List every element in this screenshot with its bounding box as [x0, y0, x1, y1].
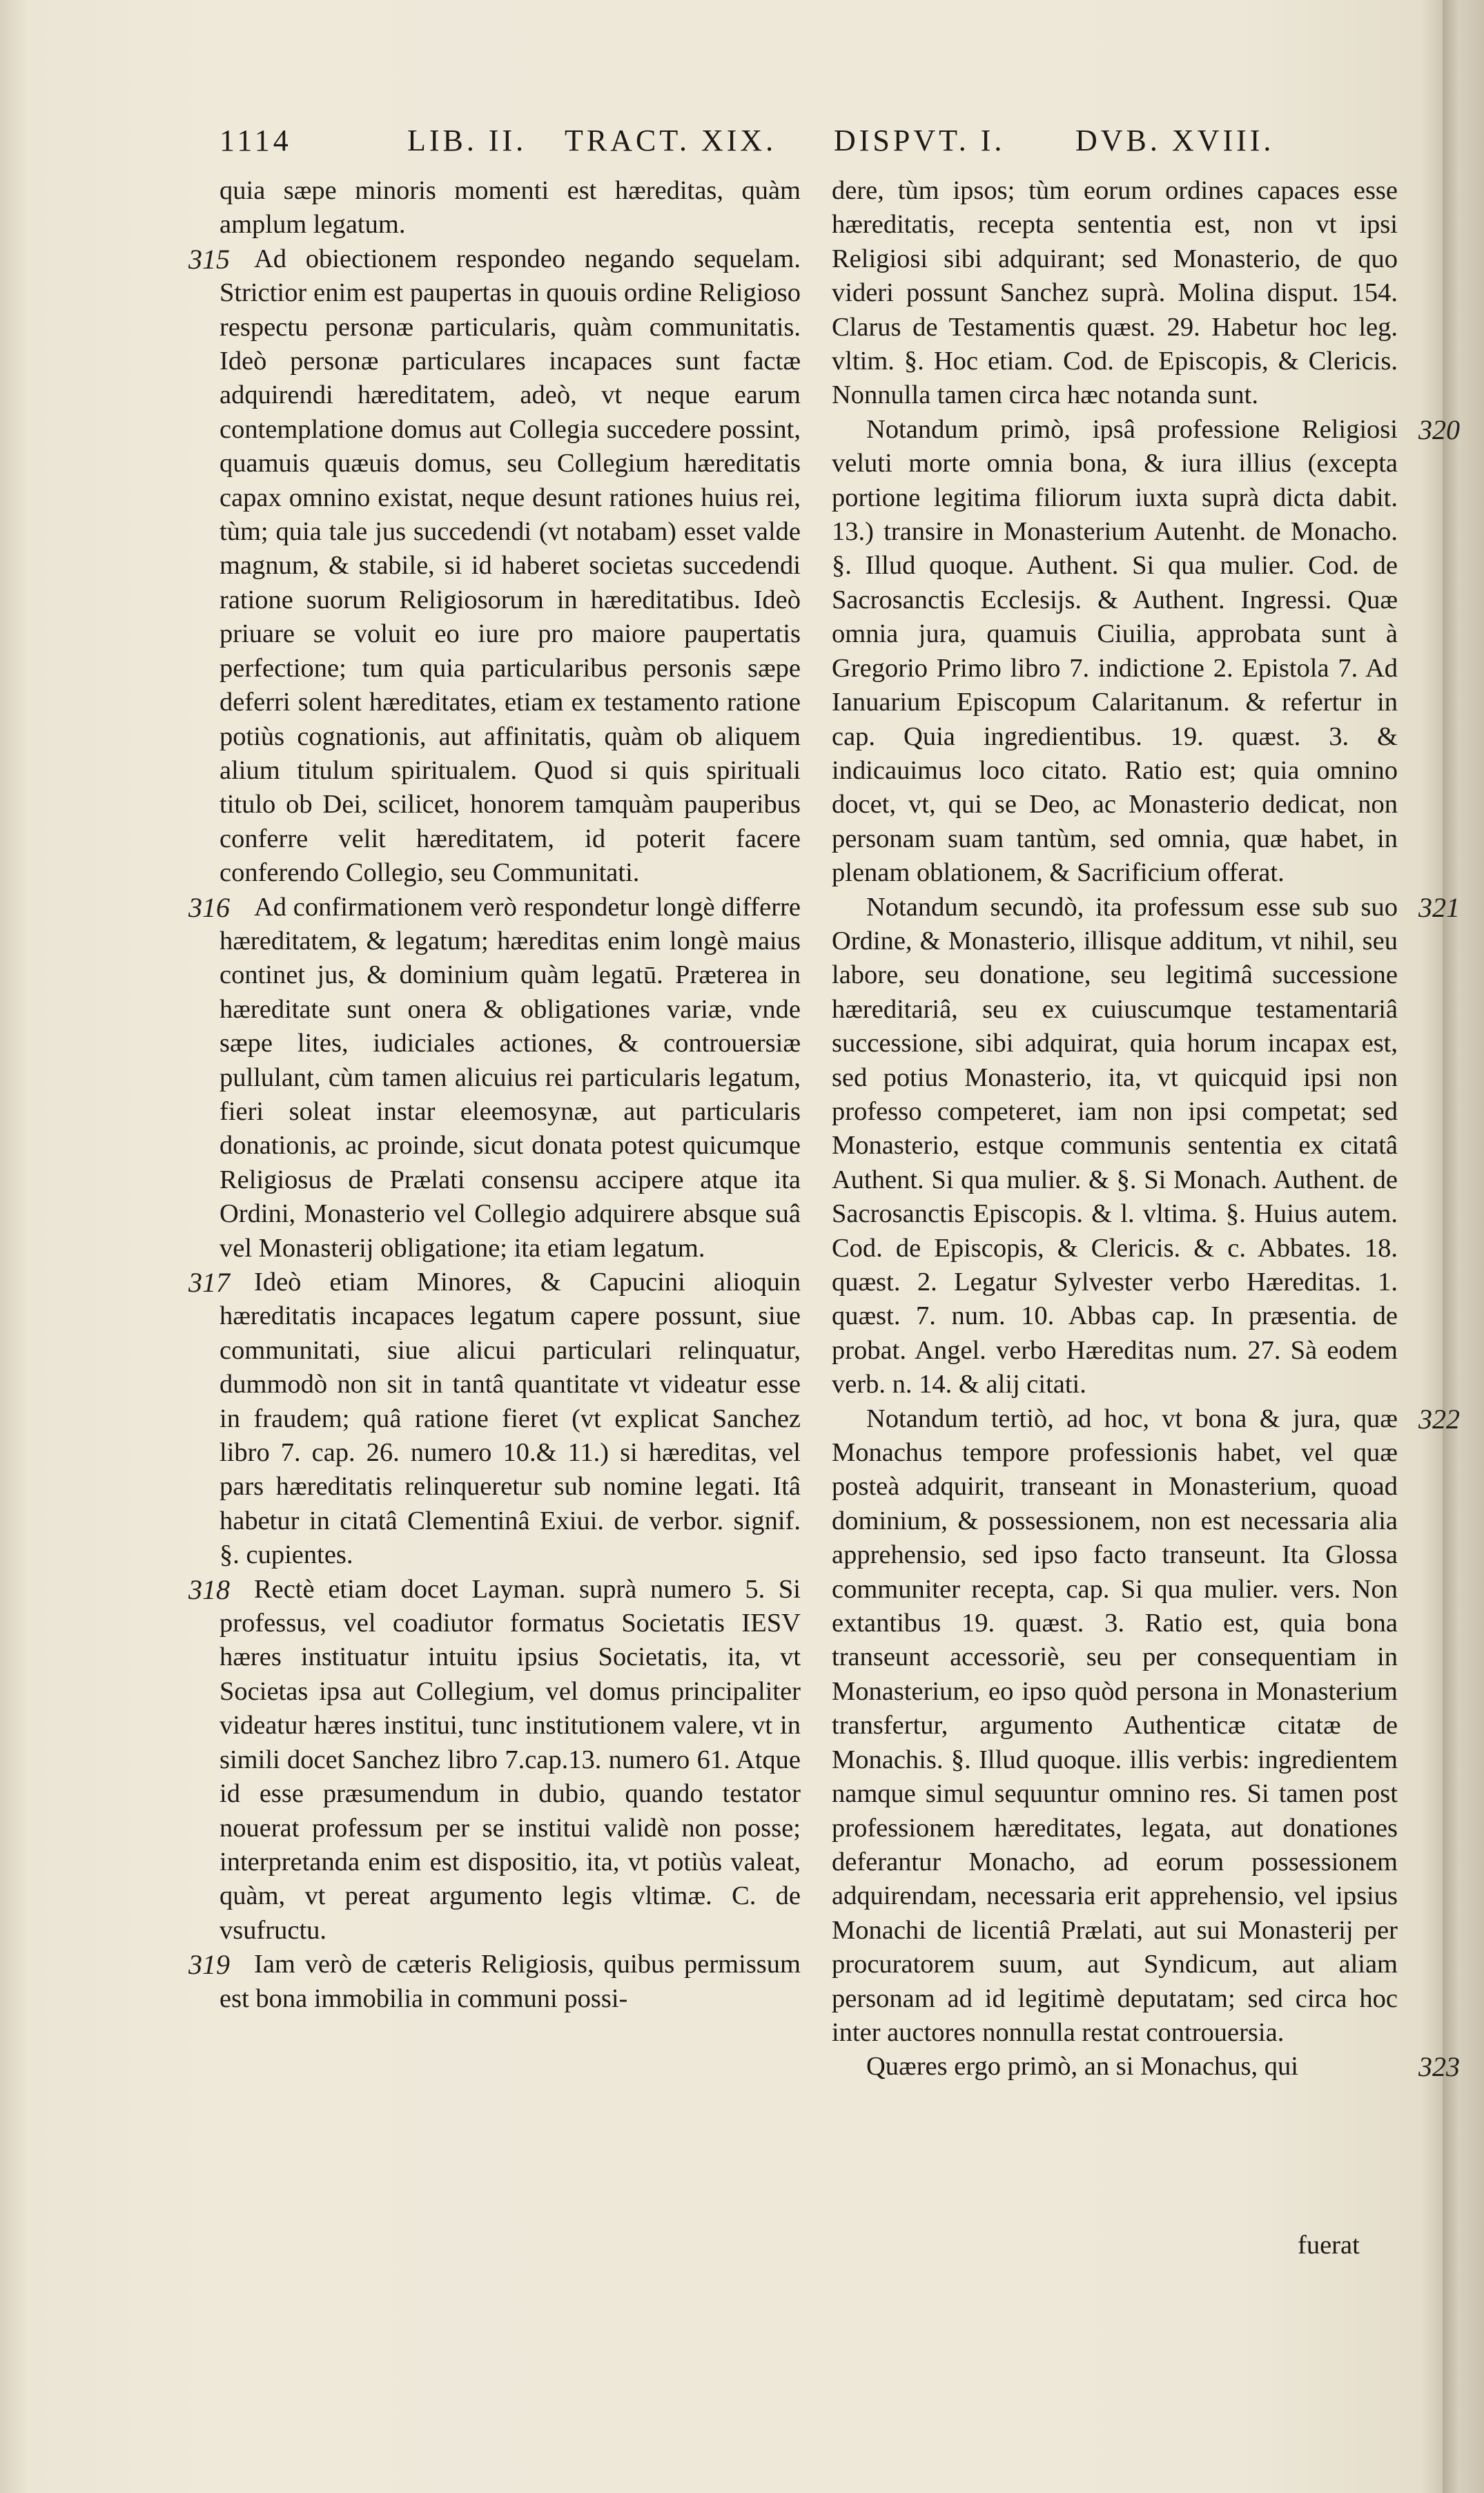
paragraph-number: 319 — [188, 1949, 230, 1981]
header-book: LIB. II. — [407, 124, 527, 157]
paragraph-text: Quæres ergo primò, an si Monachus, qui — [866, 2052, 1298, 2082]
paragraph: dere, tùm ipsos; tùm eorum ordines capaces esse hæreditatis, recepta sententia est, non vt ipsi Religiosi sibi adquirant; sed Monasterio, de quo videri possunt Sanchez suprà. Molina disput. 154. Clarus de Testamentis quæst. 29. Habetur hoc leg. vltim. §. Hoc etiam. Cod. de Episcopis, & Clericis. Nonnulla tamen circa hæc notanda sunt. — [832, 176, 1398, 410]
paragraph: quia sæpe minoris momenti est hæreditas, quàm amplum legatum. — [219, 176, 801, 240]
paragraph-number: 315 — [188, 243, 230, 275]
paragraph-text: Ideò etiam Minores, & Capucini alioquin hæreditatis incapaces legatum capere possunt, siue communitati, siue alicui particulari relinquatur, dummodò non sit in tantâ quantitate vt videatur esse in fraudem; quâ ratione fieret (vt explicat Sanchez libro 7. cap. 26. numero 10.& 11.) si hæreditas, vel pars hæreditatis relinqueretur sub nomine legati. Itâ habetur in citatâ Clementinâ Exiui. de verbor. signif. §. cupientes. — [219, 1268, 801, 1570]
paragraph-316 — [188, 891, 801, 1265]
paragraph-text: Rectè etiam docet Layman. suprà numero 5. Si professus, vel coadiutor formatus Societatis IESV hæres instituatur intuitu ipsius Societatis, ita, vt Societas ipsa aut Collegium, vel domus principaliter videatur hæres institui, tunc institutionem valere, vt in simili docet Sanchez libro 7.cap.13. numero 61. Atque id esse præsumendum in dubio, quando testator nouerat professum per se institui validè non posse; interpretanda enim est dispositio, ita, vt potiùs valeat, quàm, vt pereat argumento legis vltimæ. C. de vsufructu. — [219, 1574, 801, 1945]
paragraph-number: 323 — [1418, 2051, 1460, 2083]
paragraph-319 — [188, 1948, 801, 2016]
paragraph-text: Iam verò de cæteris Religiosis, quibus permissum est bona immobilia in communi possi- — [219, 1950, 801, 2013]
header-dub: DVB. XVIII. — [1075, 124, 1275, 157]
paragraph-number: 321 — [1418, 891, 1460, 923]
paragraph-number: 317 — [188, 1267, 230, 1298]
page-number: 1114 — [219, 124, 292, 157]
page-edge — [1443, 0, 1484, 2493]
running-header — [219, 123, 1393, 164]
paragraph-text: Notandum tertiò, ad hoc, vt bona & jura, quæ Monachus tempore professionis habet, vel quæ posteà adquirit, transeant in Monasterium, quoad dominium, & possessionem, non est necessaria alia apprehensio, sed ipso facto transeunt. Ita Glossa communiter recepta, cap. Si qua mulier. vers. Non extantibus 19. quæst. 3. Ratio est, quia bona transeunt accessoriè, seu per consequentiam in Monasterium, eo ipso quòd persona in Monasterium transfertur, argumento Authenticæ citatæ de Monachis. §. Illud quoque. illis verbis: ingredientem namque simul sequuntur omnino res. Si tamen post professionem hæreditates, legata, aut donationes deferantur Monacho, ad eorum possessionem adquirendam, necessaria erit apprehensio, vel ipsius Monachi de licentiâ Prælati, aut sui Monasterij per procuratorem suum, aut Syndicum, aut aliam personam ad id legitimè deputatam; sed circa hoc inter auctores nonnulla restat controuersia. — [832, 1404, 1398, 2047]
paragraph-317 — [188, 1265, 801, 1573]
paragraph-318 — [188, 1573, 801, 1948]
paragraph-text: Ad confirmationem verò respondetur longè differre hæreditatem, & legatum; hæreditas enim longè maius continet jus, & dominium quàm legatū. Præterea in hæreditate sunt onera & obligationes variæ, vnde sæpe lites, iudiciales actiones, & controuersiæ pullulant, cùm tamen alicuius rei particularis legatum, fieri soleat instar eleemosynæ, aut particularis donationis, ac proinde, sicut donata potest quicumque Religiosus de Prælati consensu accipere atque ita Ordini, Monasterio vel Collegio adquirere absque suâ vel Monasterij obligatione; ita etiam legatum. — [219, 892, 801, 1263]
left-column — [188, 174, 801, 2016]
paragraph-322 — [832, 1402, 1460, 2050]
paragraph-number: 316 — [188, 891, 230, 923]
paragraph-321 — [832, 891, 1460, 1402]
paragraph-text: Notandum primò, ipsâ professione Religiosi veluti morte omnia bona, & iura illius (excepta portione legitima filiorum iuxta suprà dicta dabit. 13.) transire in Monasterium Autenht. de Monacho. §. Illud quoque. Authent. Si qua mulier. Cod. de Sacrosanctis Ecclesijs. & Authent. Ingressi. Quæ omnia jura, quamuis Ciuilia, approbata sunt à Gregorio Primo libro 7. indictione 2. Epistola 7. Ad Ianuarium Episcopum Calaritanum. & refertur in cap. Quia ingredientibus. 19. quæst. 3. & indicauimus loco citato. Ratio est; quia omnino docet, vt, qui se Deo, ac Monasterio dedicat, non personam suam tantùm, sed omnia, quæ habet, in plenam oblationem, & Sacrificium offerat. — [832, 414, 1398, 888]
paragraph-number: 322 — [1418, 1403, 1460, 1435]
paragraph-323 — [832, 2050, 1460, 2084]
paragraph-text: Notandum secundò, ita professum esse sub suo Ordine, & Monasterio, illisque additum, vt nihil, seu labore, seu donatione, seu legitimâ successione hæreditariâ, seu ex cuiuscumque testamentariâ successione, sibi adquirat, quia horum incapax est, sed potius Monasterio, ita, vt quicquid ipsi non professo competeret, iam non ipsi competat; sed Monasterio, estque communis sententia ex citatâ Authent. Si qua mulier. & §. Si Monach. Authent. de Sacrosanctis Episcopis. & l. vltima. §. Huius autem. Cod. de Episcopis, & Clericis. & c. Abbates. 18. quæst. 2. Legatur Sylvester verbo Hæreditas. 1. quæst. 7. num. 10. Abbas cap. In præsentia. de probat. Angel. verbo Hæreditas num. 27. Sà eodem verb. n. 14. & alij citati. — [832, 892, 1398, 1399]
right-column — [832, 174, 1460, 2084]
paragraph-320 — [832, 413, 1460, 891]
catchword: fuerat — [1298, 2231, 1360, 2260]
header-tract: TRACT. XIX. — [565, 124, 777, 157]
paragraph-number: 318 — [188, 1573, 230, 1605]
header-disput: DISPVT. I. — [834, 124, 1006, 157]
paragraph-text: Ad obiectionem respondeo negando sequelam. Strictior enim est paupertas in quouis ordine Religioso respectu personæ particularis, quàm communitatis. Ideò personæ particulares incapaces sunt factæ adquirendi hæreditatem, adeò, vt neque earum contemplatione domus aut Collegia succedere possint, quamuis quæuis domus, seu Collegium hæreditatis capax omnino existat, neque desunt rationes huius rei, tùm; quia tale jus succedendi (vt notabam) esset valde magnum, & stabile, si id haberet societas succedendi ratione suorum Religiosorum in hæreditatibus. Ideò priuare se voluit eo iure pro maiore paupertatis perfectione; tum quia particularibus personis sæpe deferri solent hæreditates, etiam ex testamento ratione potiùs cognationis, aut affinitatis, quàm ob aliquem alium titulum spiritualem. Quod si quis spirituali titulo ob Dei, scilicet, honorem tamquàm pauperibus conferre velit hæreditatem, id poterit facere conferendo Collegio, seu Communitati. — [219, 244, 801, 888]
paragraph-number: 320 — [1418, 414, 1460, 445]
paragraph-315 — [188, 242, 801, 891]
